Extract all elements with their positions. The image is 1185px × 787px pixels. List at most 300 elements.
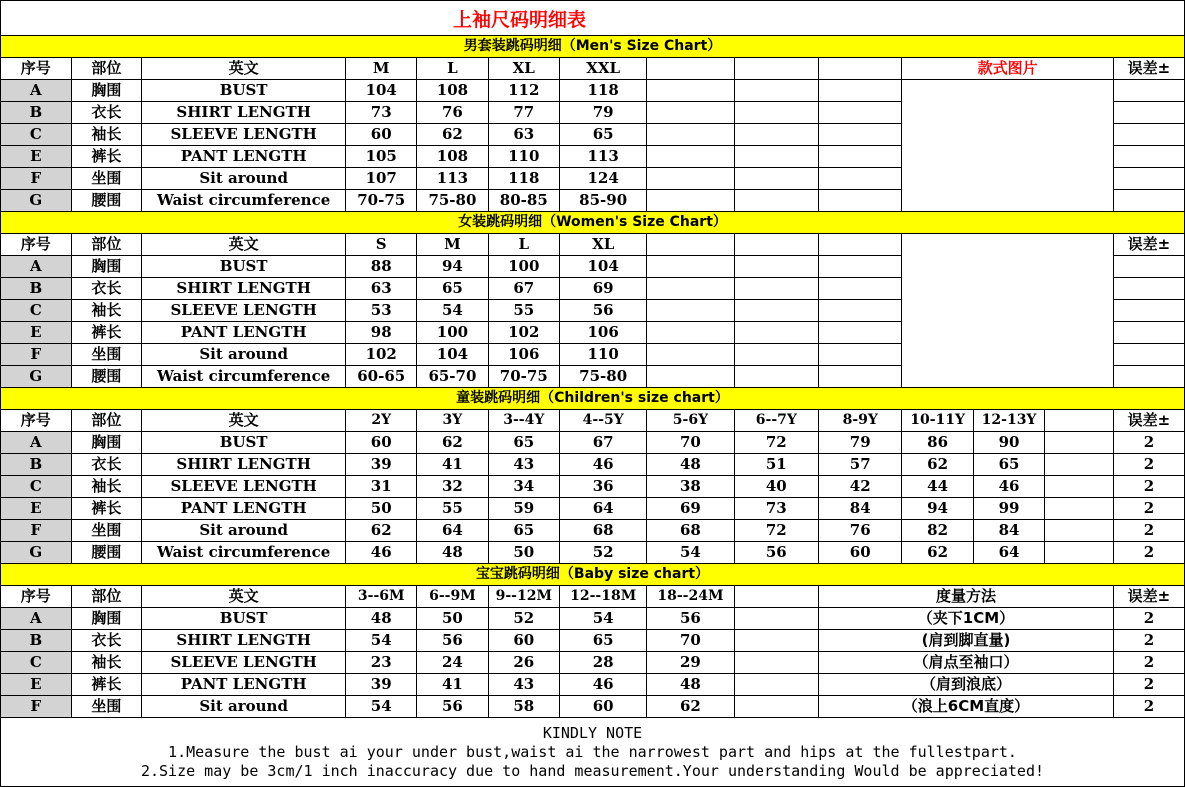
row-part-cn: 胸围 xyxy=(71,256,142,278)
table-row xyxy=(1,520,1185,542)
row-part-cn: 胸围 xyxy=(71,608,142,630)
section-title-row xyxy=(1,388,1185,410)
empty-cell xyxy=(734,696,818,718)
size-header: L xyxy=(417,58,488,80)
size-value: 77 xyxy=(488,102,559,124)
size-value: 112 xyxy=(488,80,559,102)
size-header: 10-11Y xyxy=(902,410,973,432)
size-value: 46 xyxy=(346,542,417,564)
row-part-en: Sit around xyxy=(142,344,346,366)
tolerance-value xyxy=(1113,102,1184,124)
size-value: 108 xyxy=(417,146,488,168)
size-value: 102 xyxy=(346,344,417,366)
size-header: 4--5Y xyxy=(560,410,647,432)
kindly-note xyxy=(0,717,1185,787)
row-part-en: PANT LENGTH xyxy=(142,322,346,344)
size-value: 28 xyxy=(560,652,647,674)
empty-cell xyxy=(734,190,818,212)
row-part-en: SLEEVE LENGTH xyxy=(142,124,346,146)
row-part-en: SLEEVE LENGTH xyxy=(142,300,346,322)
size-value: 57 xyxy=(819,454,902,476)
size-value: 86 xyxy=(902,432,973,454)
size-value: 65 xyxy=(973,454,1044,476)
size-value: 62 xyxy=(417,124,488,146)
empty-cell xyxy=(819,80,902,102)
row-part-en: SHIRT LENGTH xyxy=(142,454,346,476)
row-part-cn: 衣长 xyxy=(71,102,142,124)
row-part-en: BUST xyxy=(142,608,346,630)
size-value: 48 xyxy=(647,454,734,476)
size-value: 46 xyxy=(973,476,1044,498)
header-seq: 序号 xyxy=(1,586,72,608)
size-value: 23 xyxy=(346,652,417,674)
size-value: 98 xyxy=(346,322,417,344)
size-value: 69 xyxy=(560,278,647,300)
size-value: 56 xyxy=(647,608,734,630)
header-tolerance: 误差± xyxy=(1113,410,1184,432)
size-value: 50 xyxy=(346,498,417,520)
empty-cell xyxy=(734,278,818,300)
table-row xyxy=(1,476,1185,498)
section-title: 男套装跳码明细（Men's Size Chart） xyxy=(1,36,1185,58)
header-row xyxy=(1,586,1185,608)
size-value: 70 xyxy=(647,630,734,652)
size-value: 60 xyxy=(346,432,417,454)
row-part-cn: 腰围 xyxy=(71,190,142,212)
row-code: F xyxy=(1,344,72,366)
tolerance-value: 2 xyxy=(1113,520,1184,542)
row-part-cn: 坐围 xyxy=(71,168,142,190)
row-part-en: Sit around xyxy=(142,168,346,190)
header-english: 英文 xyxy=(142,586,346,608)
row-code: A xyxy=(1,256,72,278)
header-part: 部位 xyxy=(71,586,142,608)
size-value: 64 xyxy=(417,520,488,542)
empty-cell xyxy=(647,124,734,146)
empty-cell xyxy=(647,80,734,102)
size-value: 60 xyxy=(819,542,902,564)
size-value: 124 xyxy=(560,168,647,190)
empty-cell xyxy=(1045,432,1114,454)
size-value: 54 xyxy=(560,608,647,630)
row-part-en: BUST xyxy=(142,256,346,278)
table-row xyxy=(1,542,1185,564)
empty-cell xyxy=(1045,410,1114,432)
tolerance-value xyxy=(1113,124,1184,146)
empty-cell xyxy=(1045,498,1114,520)
empty-cell xyxy=(819,58,902,80)
size-value: 62 xyxy=(902,454,973,476)
size-value: 72 xyxy=(734,520,818,542)
size-value: 67 xyxy=(488,278,559,300)
size-header: XL xyxy=(560,234,647,256)
row-part-cn: 袖长 xyxy=(71,652,142,674)
size-header: 8-9Y xyxy=(819,410,902,432)
empty-cell xyxy=(1045,520,1114,542)
empty-cell xyxy=(734,102,818,124)
size-header: 6--9M xyxy=(417,586,488,608)
size-value: 56 xyxy=(560,300,647,322)
size-value: 104 xyxy=(417,344,488,366)
measure-method: （浪上6CM直度） xyxy=(819,696,1114,718)
size-value: 65 xyxy=(488,432,559,454)
tolerance-value: 2 xyxy=(1113,608,1184,630)
section-title-row xyxy=(1,212,1185,234)
header-tolerance: 误差± xyxy=(1113,586,1184,608)
row-code: E xyxy=(1,674,72,696)
size-value: 58 xyxy=(488,696,559,718)
size-header: L xyxy=(488,234,559,256)
header-english: 英文 xyxy=(142,234,346,256)
size-value: 62 xyxy=(647,696,734,718)
size-value: 106 xyxy=(488,344,559,366)
tolerance-value xyxy=(1113,146,1184,168)
empty-cell xyxy=(819,190,902,212)
row-code: F xyxy=(1,168,72,190)
note-line-1: 1.Measure the bust ai your under bust,waist ai the narrowest part and hips at the fullestpart. xyxy=(168,743,1017,761)
empty-cell xyxy=(647,58,734,80)
size-value: 46 xyxy=(560,454,647,476)
size-value: 62 xyxy=(902,542,973,564)
row-part-cn: 袖长 xyxy=(71,476,142,498)
empty-cell xyxy=(819,344,902,366)
size-value: 110 xyxy=(560,344,647,366)
size-value: 38 xyxy=(647,476,734,498)
empty-cell xyxy=(734,652,818,674)
size-value: 118 xyxy=(560,80,647,102)
size-value: 43 xyxy=(488,454,559,476)
size-value: 69 xyxy=(647,498,734,520)
section-title: 童装跳码明细（Children's size chart） xyxy=(1,388,1185,410)
size-value: 24 xyxy=(417,652,488,674)
row-part-cn: 胸围 xyxy=(71,80,142,102)
empty-cell xyxy=(1045,454,1114,476)
table-row xyxy=(1,432,1185,454)
empty-cell xyxy=(819,366,902,388)
empty-cell xyxy=(734,322,818,344)
size-value: 94 xyxy=(902,498,973,520)
row-code: C xyxy=(1,300,72,322)
size-value: 80-85 xyxy=(488,190,559,212)
size-value: 42 xyxy=(819,476,902,498)
empty-cell xyxy=(734,674,818,696)
measure-method: （肩点至袖口） xyxy=(819,652,1114,674)
empty-cell xyxy=(647,190,734,212)
row-part-cn: 腰围 xyxy=(71,366,142,388)
row-part-cn: 衣长 xyxy=(71,630,142,652)
empty-cell xyxy=(734,234,818,256)
empty-cell xyxy=(647,168,734,190)
header-tolerance: 误差± xyxy=(1113,58,1184,80)
size-header: M xyxy=(417,234,488,256)
table-row xyxy=(1,454,1185,476)
size-value: 76 xyxy=(819,520,902,542)
empty-cell xyxy=(734,300,818,322)
size-value: 40 xyxy=(734,476,818,498)
size-value: 55 xyxy=(417,498,488,520)
empty-cell xyxy=(819,102,902,124)
measure-method: （肩到浪底） xyxy=(819,674,1114,696)
empty-cell xyxy=(647,234,734,256)
size-value: 113 xyxy=(417,168,488,190)
size-value: 39 xyxy=(346,454,417,476)
empty-cell xyxy=(647,102,734,124)
row-part-cn: 袖长 xyxy=(71,300,142,322)
tolerance-value xyxy=(1113,322,1184,344)
header-part: 部位 xyxy=(71,58,142,80)
header-seq: 序号 xyxy=(1,58,72,80)
size-value: 63 xyxy=(346,278,417,300)
header-part: 部位 xyxy=(71,410,142,432)
row-code: B xyxy=(1,630,72,652)
row-code: G xyxy=(1,190,72,212)
size-value: 60 xyxy=(560,696,647,718)
row-part-cn: 胸围 xyxy=(71,432,142,454)
size-header: 2Y xyxy=(346,410,417,432)
empty-cell xyxy=(734,366,818,388)
size-value: 102 xyxy=(488,322,559,344)
empty-cell xyxy=(647,366,734,388)
empty-cell xyxy=(734,256,818,278)
empty-cell xyxy=(647,322,734,344)
row-code: B xyxy=(1,454,72,476)
empty-cell xyxy=(819,300,902,322)
row-part-cn: 腰围 xyxy=(71,542,142,564)
header-english: 英文 xyxy=(142,410,346,432)
size-value: 104 xyxy=(560,256,647,278)
empty-cell xyxy=(819,168,902,190)
size-header: 3--6M xyxy=(346,586,417,608)
size-value: 62 xyxy=(346,520,417,542)
size-value: 59 xyxy=(488,498,559,520)
section-title-row xyxy=(1,564,1185,586)
row-part-cn: 裤长 xyxy=(71,498,142,520)
size-value: 54 xyxy=(647,542,734,564)
size-value: 52 xyxy=(560,542,647,564)
empty-cell xyxy=(819,234,902,256)
empty-cell xyxy=(819,256,902,278)
size-value: 72 xyxy=(734,432,818,454)
size-value: 70-75 xyxy=(346,190,417,212)
style-image-area xyxy=(902,234,1113,388)
tolerance-value xyxy=(1113,256,1184,278)
size-value: 54 xyxy=(417,300,488,322)
row-code: A xyxy=(1,608,72,630)
size-value: 99 xyxy=(973,498,1044,520)
size-value: 36 xyxy=(560,476,647,498)
row-part-en: PANT LENGTH xyxy=(142,498,346,520)
size-value: 67 xyxy=(560,432,647,454)
size-header: XL xyxy=(488,58,559,80)
tolerance-value xyxy=(1113,80,1184,102)
size-value: 48 xyxy=(647,674,734,696)
size-value: 41 xyxy=(417,674,488,696)
row-code: F xyxy=(1,520,72,542)
row-part-cn: 衣长 xyxy=(71,454,142,476)
row-part-en: BUST xyxy=(142,80,346,102)
size-value: 43 xyxy=(488,674,559,696)
empty-cell xyxy=(734,344,818,366)
row-part-en: Waist circumference xyxy=(142,366,346,388)
row-part-en: SHIRT LENGTH xyxy=(142,278,346,300)
size-value: 55 xyxy=(488,300,559,322)
size-value: 50 xyxy=(488,542,559,564)
table-row xyxy=(1,498,1185,520)
row-code: A xyxy=(1,432,72,454)
empty-cell xyxy=(734,124,818,146)
table-row xyxy=(1,80,1185,102)
empty-cell xyxy=(647,256,734,278)
size-value: 26 xyxy=(488,652,559,674)
row-part-cn: 衣长 xyxy=(71,278,142,300)
empty-cell xyxy=(647,300,734,322)
row-part-cn: 裤长 xyxy=(71,146,142,168)
size-value: 65 xyxy=(488,520,559,542)
section-title: 女装跳码明细（Women's Size Chart） xyxy=(1,212,1185,234)
row-code: C xyxy=(1,124,72,146)
header-seq: 序号 xyxy=(1,410,72,432)
header-seq: 序号 xyxy=(1,234,72,256)
header-row xyxy=(1,410,1185,432)
row-part-en: BUST xyxy=(142,432,346,454)
row-part-en: PANT LENGTH xyxy=(142,146,346,168)
size-value: 84 xyxy=(819,498,902,520)
size-value: 48 xyxy=(417,542,488,564)
tolerance-value: 2 xyxy=(1113,630,1184,652)
size-value: 60-65 xyxy=(346,366,417,388)
size-header: 9--12M xyxy=(488,586,559,608)
row-code: F xyxy=(1,696,72,718)
page-title: 上袖尺码明细表 xyxy=(453,9,587,31)
empty-cell xyxy=(734,586,818,608)
size-value: 53 xyxy=(346,300,417,322)
size-header: 3Y xyxy=(417,410,488,432)
size-value: 44 xyxy=(902,476,973,498)
size-value: 68 xyxy=(647,520,734,542)
row-code: E xyxy=(1,146,72,168)
style-image-area xyxy=(902,80,1113,212)
style-image-label: 款式图片 xyxy=(902,58,1113,80)
tolerance-value xyxy=(1113,278,1184,300)
size-value: 54 xyxy=(346,630,417,652)
size-value: 56 xyxy=(734,542,818,564)
size-value: 32 xyxy=(417,476,488,498)
size-header: XXL xyxy=(560,58,647,80)
size-value: 88 xyxy=(346,256,417,278)
size-value: 39 xyxy=(346,674,417,696)
table-row xyxy=(1,652,1185,674)
size-value: 84 xyxy=(973,520,1044,542)
size-value: 54 xyxy=(346,696,417,718)
table-row xyxy=(1,696,1185,718)
size-value: 106 xyxy=(560,322,647,344)
tolerance-value xyxy=(1113,366,1184,388)
size-value: 51 xyxy=(734,454,818,476)
row-code: C xyxy=(1,476,72,498)
empty-cell xyxy=(1045,542,1114,564)
measure-method: (肩到脚直量) xyxy=(819,630,1114,652)
row-code: G xyxy=(1,542,72,564)
note-heading: KINDLY NOTE xyxy=(542,724,643,742)
size-value: 105 xyxy=(346,146,417,168)
size-value: 94 xyxy=(417,256,488,278)
tolerance-value: 2 xyxy=(1113,454,1184,476)
size-value: 73 xyxy=(346,102,417,124)
size-value: 34 xyxy=(488,476,559,498)
size-value: 60 xyxy=(488,630,559,652)
header-measure-method: 度量方法 xyxy=(819,586,1114,608)
size-value: 50 xyxy=(417,608,488,630)
row-part-en: Sit around xyxy=(142,696,346,718)
empty-cell xyxy=(734,58,818,80)
size-value: 118 xyxy=(488,168,559,190)
size-value: 63 xyxy=(488,124,559,146)
header-part: 部位 xyxy=(71,234,142,256)
size-value: 70 xyxy=(647,432,734,454)
row-code: E xyxy=(1,498,72,520)
header-english: 英文 xyxy=(142,58,346,80)
size-value: 60 xyxy=(346,124,417,146)
tolerance-value xyxy=(1113,300,1184,322)
tolerance-value xyxy=(1113,344,1184,366)
size-value: 65 xyxy=(560,124,647,146)
header-row xyxy=(1,234,1185,256)
empty-cell xyxy=(819,124,902,146)
size-value: 100 xyxy=(488,256,559,278)
note-line-2: 2.Size may be 3cm/1 inch inaccuracy due to hand measurement.Your understanding Would be appreciated! xyxy=(140,762,1045,780)
row-part-cn: 裤长 xyxy=(71,322,142,344)
row-part-en: Sit around xyxy=(142,520,346,542)
row-part-cn: 坐围 xyxy=(71,520,142,542)
measure-method: （夹下1CM） xyxy=(819,608,1114,630)
empty-cell xyxy=(819,322,902,344)
row-code: A xyxy=(1,80,72,102)
empty-cell xyxy=(734,80,818,102)
row-part-en: Waist circumference xyxy=(142,190,346,212)
size-value: 48 xyxy=(346,608,417,630)
table-row xyxy=(1,630,1185,652)
tolerance-value: 2 xyxy=(1113,498,1184,520)
row-part-cn: 袖长 xyxy=(71,124,142,146)
size-value: 41 xyxy=(417,454,488,476)
size-value: 70-75 xyxy=(488,366,559,388)
size-header: 6--7Y xyxy=(734,410,818,432)
size-header: S xyxy=(346,234,417,256)
size-value: 100 xyxy=(417,322,488,344)
size-value: 64 xyxy=(560,498,647,520)
header-row xyxy=(1,58,1185,80)
row-part-cn: 坐围 xyxy=(71,344,142,366)
row-part-cn: 坐围 xyxy=(71,696,142,718)
table-row xyxy=(1,674,1185,696)
empty-cell xyxy=(734,630,818,652)
size-value: 113 xyxy=(560,146,647,168)
size-header: 5-6Y xyxy=(647,410,734,432)
section-title: 宝宝跳码明细（Baby size chart） xyxy=(1,564,1185,586)
size-value: 82 xyxy=(902,520,973,542)
empty-cell xyxy=(647,344,734,366)
tolerance-value xyxy=(1113,190,1184,212)
size-value: 110 xyxy=(488,146,559,168)
size-value: 56 xyxy=(417,696,488,718)
size-value: 65-70 xyxy=(417,366,488,388)
row-code: G xyxy=(1,366,72,388)
size-header: M xyxy=(346,58,417,80)
row-part-en: SLEEVE LENGTH xyxy=(142,652,346,674)
size-value: 79 xyxy=(560,102,647,124)
size-value: 73 xyxy=(734,498,818,520)
size-value: 65 xyxy=(560,630,647,652)
